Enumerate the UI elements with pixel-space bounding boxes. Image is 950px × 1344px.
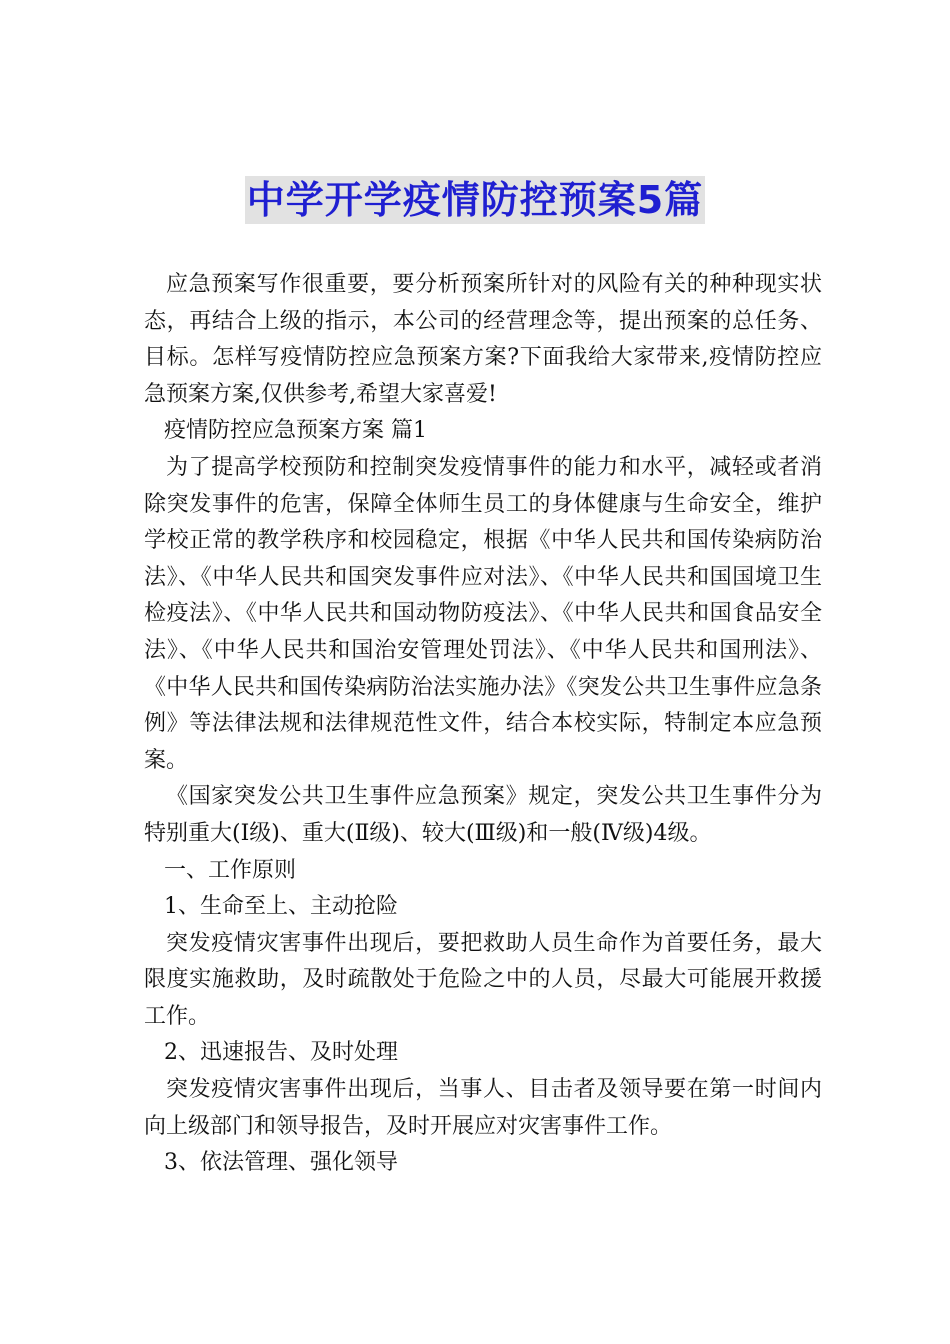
section-heading-plan-1: 疫情防控应急预案方案 篇1: [164, 418, 427, 444]
heading-principle-2: 2、迅速报告、及时处理: [164, 1040, 398, 1066]
heading-principle-3: 3、依法管理、强化领导: [164, 1150, 398, 1176]
levels-paragraph: 《国家突发公共卫生事件应急预案》规定，突发公共卫生事件分为特别重大(Ⅰ级)、重大(Ⅱ级)、较大(Ⅲ级)和一般(Ⅳ级)4级。: [144, 784, 822, 846]
principle-2-paragraph: 突发疫情灾害事件出现后，当事人、目击者及领导要在第一时间内向上级部门和领导报告，及时开展应对灾害事件工作。: [144, 1077, 822, 1139]
title-container: [0, 176, 950, 224]
heading-work-principles: 一、工作原则: [164, 857, 297, 883]
heading-principle-1: 1、生命至上、主动抢险: [164, 894, 398, 920]
document-body: [144, 267, 822, 1182]
purpose-paragraph: 为了提高学校预防和控制突发疫情事件的能力和水平，减轻或者消除突发事件的危害，保障全体师生员工的身体健康与生命安全，维护学校正常的教学秩序和校园稳定，根据《中华人民共和国传染病防治法》、《中华人民共和国突发事件应对法》、《中华人民共和国国境卫生检疫法》、《中华人民共和国动物防疫法》、《中华人民共和国食品安全法》、《中华人民共和国治安管理处罚法》、《中华人民共和国刑法》、《中华人民共和国传染病防治法实施办法》《突发公共卫生事件应急条例》等法律法规和法律规范性文件，结合本校实际，特制定本应急预案。: [144, 454, 822, 773]
intro-paragraph: 应急预案写作很重要，要分析预案所针对的风险有关的种种现实状态，再结合上级的指示，本公司的经营理念等，提出预案的总任务、目标。怎样写疫情防控应急预案方案?下面我给大家带来,疫情防控应急预案方案,仅供参考,希望大家喜爱!: [144, 272, 822, 407]
document-title: 中学开学疫情防控预案5篇: [246, 178, 704, 222]
principle-1-paragraph: 突发疫情灾害事件出现后，要把救助人员生命作为首要任务，最大限度实施救助，及时疏散处于危险之中的人员，尽最大可能展开救援工作。: [144, 930, 822, 1029]
